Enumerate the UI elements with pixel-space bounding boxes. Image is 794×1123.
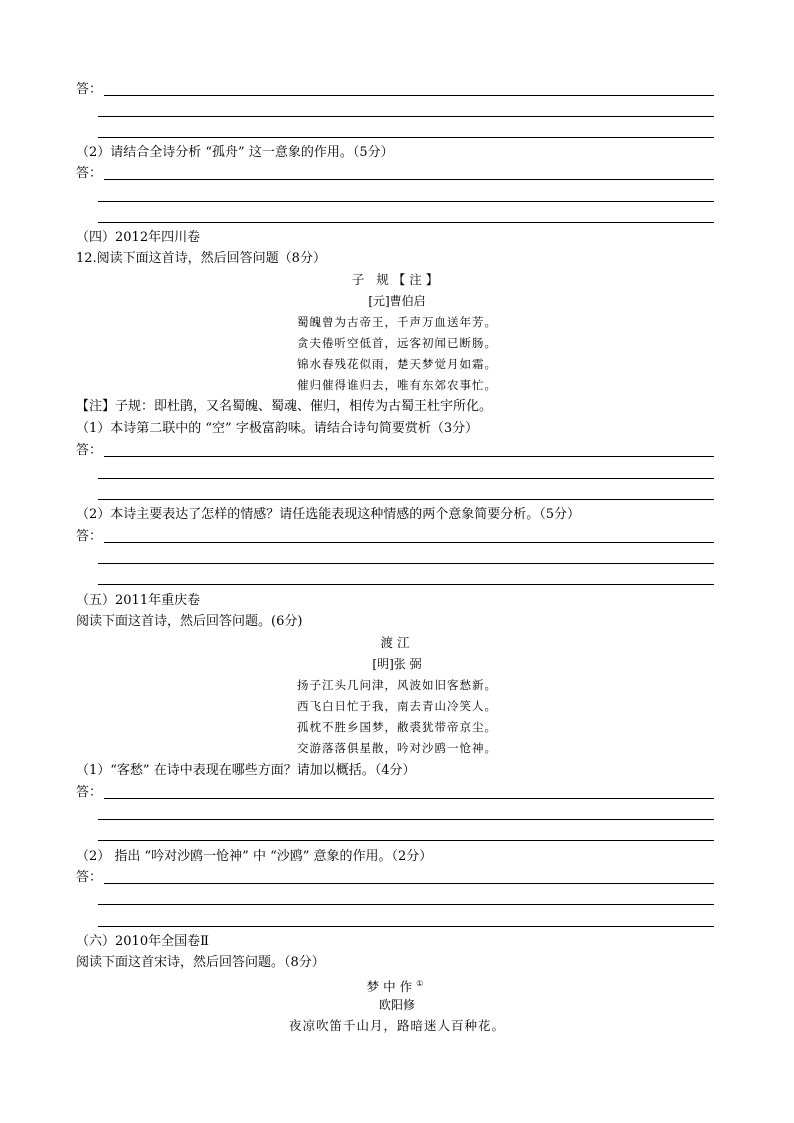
poem-line: 锦水春残花似雨，楚天梦觉月如霜。	[297, 357, 497, 371]
section-heading: （五）2011年重庆卷	[76, 593, 201, 608]
answer-line[interactable]	[98, 478, 714, 479]
poem-line: 蜀魄曾为古帝王，千声万血送年芳。	[297, 315, 497, 329]
poem-author: [元]曹伯启	[368, 294, 426, 308]
answer-line[interactable]	[104, 542, 714, 543]
answer-line[interactable]	[104, 798, 714, 799]
answer-line[interactable]	[98, 116, 714, 117]
answer-line[interactable]	[104, 883, 714, 884]
footnote-mark: ①	[416, 979, 428, 988]
poem-line: 交游落落俱星散，吟对沙鸥一怆神。	[297, 741, 497, 755]
poem-line: 夜凉吹笛千山月，路暗迷人百种花。	[288, 1018, 505, 1033]
answer-label: 答：	[76, 785, 103, 800]
section-intro: 12.阅读下面这首诗，然后回答问题（8分）	[76, 251, 326, 266]
poem-note: 【注】子规：即杜鹃，又名蜀魄、蜀魂、催归，相传为古蜀王杜宇所化。	[76, 399, 493, 414]
answer-line[interactable]	[98, 201, 714, 202]
section-intro: 阅读下面这首宋诗，然后回答问题。（8分）	[76, 955, 325, 970]
poem-title-text: 梦中作	[366, 979, 417, 995]
poem-author: [明]张 弼	[372, 657, 422, 671]
poem-line: 扬子江头几问津，风波如旧客愁新。	[297, 678, 497, 692]
answer-line[interactable]	[98, 137, 714, 138]
question-text: （2）请结合全诗分析 “孤舟” 这一意象的作用。（5分）	[76, 145, 394, 160]
poem-line: 孤枕不胜乡国梦，敝裘犹带帝京尘。	[297, 720, 497, 734]
section-heading: （四）2012年四川卷	[76, 230, 201, 245]
question-text: （2） 指出 “吟对沙鸥一怆神” 中 “沙鸥” 意象的作用。（2分）	[76, 849, 433, 864]
answer-line[interactable]	[104, 95, 714, 96]
poem-line: 西飞白日忙于我，南去青山冷笑人。	[297, 699, 497, 713]
question-text: （1）本诗第二联中的 “空” 字极富韵味。请结合诗句简要赏析（3分）	[76, 421, 479, 436]
question-text: （2）本诗主要表达了怎样的情感？请任选能表现这种情感的两个意象简要分析。（5分）	[76, 507, 581, 522]
answer-line[interactable]	[98, 904, 714, 905]
poem-title: 子 规【注】	[351, 272, 443, 287]
answer-line[interactable]	[98, 840, 714, 841]
answer-label: 答：	[76, 443, 103, 458]
poem-line: 催归催得谁归去，唯有东郊农事忙。	[297, 378, 497, 392]
answer-label: 答：	[76, 529, 103, 544]
answer-line[interactable]	[104, 456, 714, 457]
question-text: （1）“客愁” 在诗中表现在哪些方面？请加以概括。（4分）	[76, 763, 416, 778]
poem-author: 欧阳修	[378, 998, 415, 1012]
answer-line[interactable]	[98, 563, 714, 564]
poem-title	[0, 976, 794, 995]
answer-line[interactable]	[104, 179, 714, 180]
answer-label: 答：	[76, 870, 103, 885]
section-intro: 阅读下面这首诗，然后回答问题。(6分)	[76, 614, 303, 629]
answer-label: 答：	[76, 82, 103, 97]
poem-line: 贪夫倦听空低首，远客初闻已断肠。	[297, 336, 497, 350]
section-heading: （六）2010年全国卷Ⅱ	[76, 934, 209, 949]
poem-title: 渡江	[380, 635, 414, 650]
answer-line[interactable]	[98, 499, 714, 500]
answer-line[interactable]	[98, 584, 714, 585]
answer-line[interactable]	[98, 222, 714, 223]
answer-line[interactable]	[98, 819, 714, 820]
answer-label: 答：	[76, 166, 103, 181]
answer-line[interactable]	[98, 926, 714, 927]
